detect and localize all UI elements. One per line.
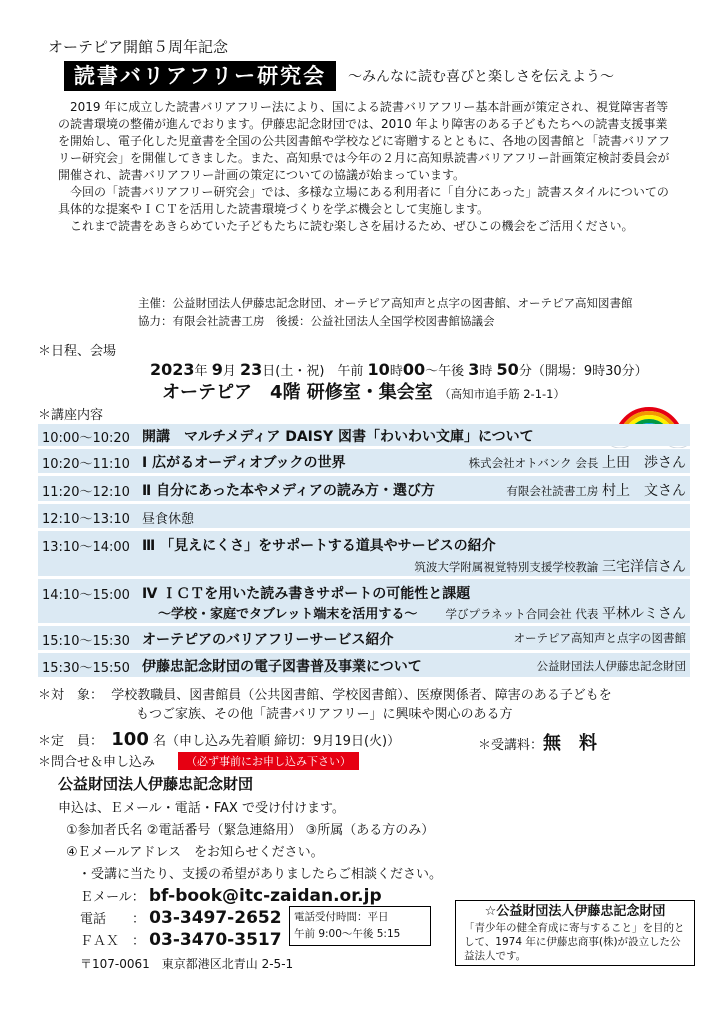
intro-paragraph: 今回の「読書バリアフリー研究会」では、多様な立場にある利用者に「自分にあった」読書スタイルについての具体的な提案やＩＣＴを活用した読書環境づくりを学ぶ機会として実施します。 (58, 185, 669, 216)
host-line: 主催：公益財団法人伊藤忠記念財団、オーテピア高知声と点字の図書館、オーテピア高知図書館 (138, 296, 633, 310)
support-line: 協力：有限会社読書工房 後援：公益社団法人全国学校図書館協議会 (138, 314, 495, 328)
application-instructions (58, 798, 442, 886)
schedule-title: Ⅳ ＩＣＴを用いた読み書きサポートの可能性と課題 (142, 586, 471, 602)
fax-label: ＦＡＸ ： (80, 934, 146, 949)
program-label: ＊講座内容 (38, 408, 104, 423)
schedule-time: 15:30～15:50 (42, 661, 130, 676)
schedule-time: 15:10～15:30 (42, 634, 130, 649)
schedule-speaker (446, 603, 686, 623)
target-line: 学校教職員、図書館員（公共図書館、学校図書館）、医療関係者、障害のある子どもを (111, 688, 612, 703)
speaker-affiliation: 学びプラネット合同会社 代表 (445, 607, 599, 621)
schedule-table (38, 424, 690, 680)
schedule-speaker: 公益財団法人伊藤忠記念財団 (536, 659, 686, 673)
event-subtitle: ～みんなに読む喜びと楽しさを伝えよう～ (348, 69, 614, 85)
email-link[interactable]: bf-book@itc-zaidan.or.jp (148, 886, 382, 906)
foundation-name: 公益財団法人伊藤忠記念財団 (58, 775, 254, 793)
postal-address: 〒107-0061 東京都港区北青山 2-5-1 (80, 957, 294, 971)
schedule-subtitle: ～学校・家庭でタブレット端末を活用する～ (158, 607, 418, 622)
speaker-name: 平林ルミさん (602, 606, 686, 622)
instruction-line: ①参加者氏名 ②電話番号（緊急連絡用） ③所属（ある方のみ） (66, 823, 435, 838)
speaker-affiliation: 株式会社オトバンク 会長 (468, 456, 599, 470)
foundation-about-box (455, 900, 695, 966)
fee-label: ＊受講料： (478, 738, 544, 753)
date-unit: 日(土・祝) 午前 (262, 364, 364, 379)
email-label: Ｅメール： (80, 890, 145, 905)
about-text: 「青少年の健全育成に寄与すること」を目的として、1974 年に伊藤忠商事(株)が設立した公益法人です。 (464, 922, 685, 962)
date-day: 23 (239, 360, 263, 379)
schedule-row (38, 504, 690, 528)
date-unit: 年 (194, 364, 208, 379)
advance-notice-badge: （必ず事前にお申し込み下さい） (178, 752, 359, 770)
fee (478, 729, 597, 755)
schedule-title: Ⅰ 広がるオーディオブックの世界 (142, 455, 346, 471)
schedule-time: 14:10～15:00 (42, 588, 130, 603)
schedule-time: 13:10～14:00 (42, 540, 130, 555)
schedule-title: 開講 マルチメディア DAISY 図書「わいわい文庫」について (142, 429, 534, 445)
tel-label: 電話 ： (80, 912, 146, 927)
capacity-number: 100 (111, 729, 149, 750)
schedule-speaker: オーテピア高知声と点字の図書館 (513, 631, 686, 645)
capacity-label: ＊定 員： (38, 734, 104, 749)
target-line: もつご家族、その他「読書バリアフリー」に興味や関心のある方 (136, 707, 513, 722)
schedule-row (38, 476, 690, 501)
end-minute: 50 (496, 360, 519, 379)
speaker-name: 村上 文さん (602, 483, 686, 499)
date-month: 9 (211, 360, 223, 379)
hours-line: 午前 9:00～午後 5:15 (294, 928, 401, 940)
speaker-affiliation: 筑波大学附属視覚特別支援学校教諭 (414, 560, 599, 574)
date-unit: 分（開場：9時30分） (518, 364, 648, 379)
capacity (38, 729, 400, 750)
about-heading: ☆公益財団法人伊藤忠記念財団 (484, 904, 666, 919)
schedule-row (38, 653, 690, 677)
hours-line: 電話受付時間：平日 (294, 911, 389, 923)
date-unit: 時 (479, 364, 493, 379)
phone-number[interactable]: 03-3497-2652 (149, 908, 282, 928)
start-hour: 10 (367, 360, 390, 379)
instruction-line: 申込は、Ｅメール・電話・FAX で受け付けます。 (58, 801, 345, 816)
phone-hours (289, 906, 431, 946)
schedule-title: オーテピアのバリアフリーサービス紹介 (142, 632, 394, 648)
fax-number: 03-3470-3517 (149, 930, 282, 950)
anniversary-caption: オーテピア開館５周年記念 (48, 38, 229, 56)
instruction-line: ・受講に当たり、支援の希望がありましたらご相談ください。 (78, 867, 443, 882)
fee-value: 無 料 (543, 733, 598, 754)
schedule-row (38, 424, 690, 446)
end-hour: 3 (468, 360, 480, 379)
schedule-title: Ⅲ 「見えにくさ」をサポートする道具やサービスの紹介 (142, 538, 496, 554)
schedule-time: 12:10～13:10 (42, 512, 130, 527)
schedule-row (38, 531, 690, 576)
schedule-time: 11:20～12:10 (42, 485, 130, 500)
venue-address: （高知市追手筋 2-1-1） (439, 387, 565, 401)
start-minute: 00 (402, 360, 426, 379)
intro-paragraph: これまで読書をあきらめていた子どもたちに読む楽しさを届けるため、ぜひこの機会をご活用ください。 (70, 219, 634, 233)
schedule-row (38, 626, 690, 650)
speaker-name: 三宅洋信さん (602, 559, 686, 575)
instruction-line: ④Ｅメールアドレス をお知らせください。 (66, 845, 324, 860)
date-year: 2023 (150, 360, 195, 379)
venue-name: オーテピア 4階 研修室・集会室 (162, 382, 433, 403)
schedule-speaker (414, 556, 686, 576)
schedule-speaker (506, 480, 686, 500)
schedule-title: Ⅱ 自分にあった本やメディアの読み方・選び方 (142, 483, 435, 499)
date-unit: ～午後 (425, 364, 465, 379)
capacity-note: 名（申し込み先着順 締切：9月19日(火)） (153, 734, 401, 749)
schedule-title: 昼食休憩 (142, 512, 195, 527)
event-date (150, 360, 648, 379)
date-unit: 月 (222, 364, 236, 379)
schedule-row (38, 449, 690, 473)
speaker-name: 上田 渉さん (602, 455, 686, 471)
organizers (138, 294, 633, 330)
schedule-title: 伊藤忠記念財団の電子図書普及事業について (142, 659, 422, 675)
schedule-time: 10:00～10:20 (42, 431, 130, 446)
date-unit: 時 (389, 364, 403, 379)
speaker-affiliation: 有限会社読書工房 (506, 484, 599, 498)
event-venue (162, 378, 565, 404)
schedule-speaker (469, 452, 686, 472)
target-audience (38, 686, 612, 724)
schedule-time: 10:20～11:10 (42, 457, 130, 472)
event-title: 読書バリアフリー研究会 (64, 61, 336, 91)
intro-paragraph: 2019 年に成立した読書バリアフリー法により、国による読書バリアフリー基本計画が策定され、視覚障害者等の読書環境の整備が進んでおります。伊藤忠記念財団では、2010 年より障害のある子どもたちへの読書支援事業を開始し、電子化した児童書を全国の公共図書館や学校などに寄贈するとともに、各地の図書館と「読書バリアフリー研究会」を開催してきました。また、高知県では今年の２月に高知県読書バリアフリー計画策定検討委員会が開催され、読書バリアフリー計画の策定についての協議が始まっています。 (58, 100, 671, 182)
intro-text (58, 99, 678, 235)
schedule-row (38, 579, 690, 623)
target-label: ＊対 象： (38, 688, 104, 703)
date-venue-label: ＊日程、会場 (38, 344, 117, 359)
inquiry-label: ＊問合せ＆申し込み (38, 755, 156, 770)
